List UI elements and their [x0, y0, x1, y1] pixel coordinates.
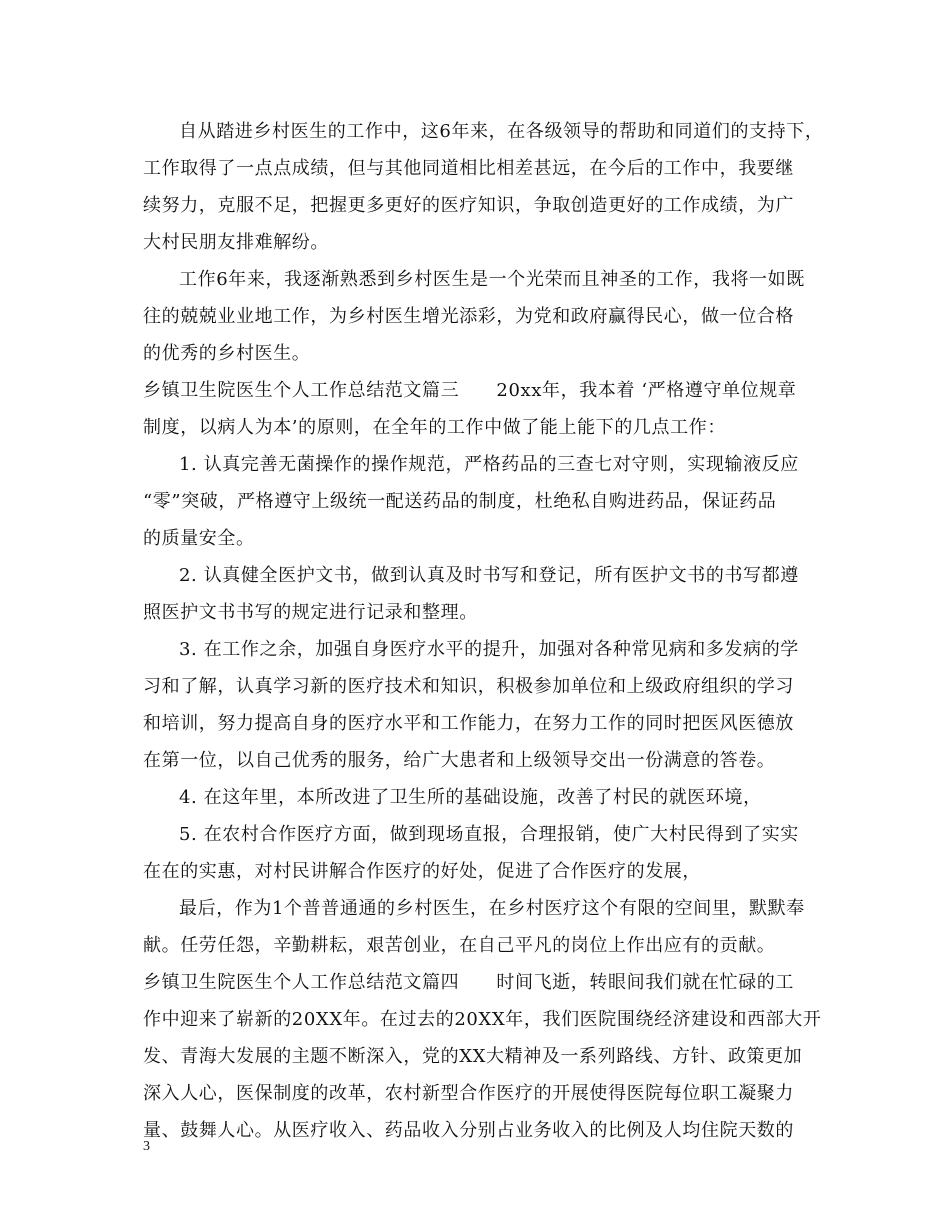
list-item-line: 4. 在这年里，本所改进了卫生所的基础设施，改善了村民的就医环境，	[179, 787, 762, 808]
list-item-line: 2. 认真健全医护文书，做到认真及时书写和登记，所有医护文书的书写都遵	[179, 565, 799, 586]
text-line: 制度，以病人为本’的原则，在全年的工作中做了能上能下的几点工作：	[143, 417, 726, 438]
section-heading-line: 乡镇卫生院医生个人工作总结范文篇四 时间飞逝，转眼间我们就在忙碌的工	[143, 972, 794, 993]
text-line: 往的兢兢业业地工作，为乡村医生增光添彩，为党和政府赢得民心，做一位合格	[143, 306, 794, 327]
text-line: 工作6年来，我逐渐熟悉到乡村医生是一个光荣而且神圣的工作，我将一如既	[179, 269, 805, 290]
text-line: 的优秀的乡村医生。	[143, 343, 311, 364]
text-line: 照医护文书书写的规定进行记录和整理。	[143, 602, 478, 623]
text-line: 最后，作为1个普普通通的乡村医生，在乡村医疗这个有限的空间里，默默奉	[179, 898, 805, 919]
text-line: 工作取得了一点点成绩，但与其他同道相比相差甚远，在今后的工作中，我要继	[143, 158, 794, 179]
text-line: 量、鼓舞人心。从医疗收入、药品收入分别占业务收入的比例及人均住院天数的	[143, 1120, 794, 1141]
page-number: 3	[143, 1139, 150, 1154]
list-item-line: 3. 在工作之余，加强自身医疗水平的提升，加强对各种常见病和多发病的学	[179, 639, 799, 660]
text-line: 大村民朋友排难解纷。	[143, 232, 329, 253]
text-line: 续努力，克服不足，把握更多更好的医疗知识，争取创造更好的工作成绩，为广	[143, 195, 794, 216]
text-line: 在第一位，以自己优秀的服务，给广大患者和上级领导交出一份满意的答卷。	[143, 750, 776, 771]
text-line: “零”突破，严格遵守上级统一配送药品的制度，杜绝私自购进药品，保证药品	[143, 491, 777, 512]
text-line: 和培训，努力提高自身的医疗水平和工作能力，在努力工作的同时把医风医德放	[143, 713, 794, 734]
text-line: 的质量安全。	[143, 528, 255, 549]
text-line: 习和了解，认真学习新的医疗技术和知识，积极参加单位和上级政府组织的学习	[143, 676, 794, 697]
list-item-line: 5. 在农村合作医疗方面，做到现场直报，合理报销，使广大村民得到了实实	[179, 824, 799, 845]
list-item-line: 1. 认真完善无菌操作的操作规范，严格药品的三查七对守则，实现输液反应	[179, 454, 799, 475]
section-heading-line: 乡镇卫生院医生个人工作总结范文篇三 20xx年，我本着 ‘严格遵守单位规章	[143, 380, 797, 401]
text-line: 献。任劳任怨，辛勤耕耘，艰苦创业，在自己平凡的岗位上作出应有的贡献。	[143, 935, 776, 956]
text-line: 深入人心，医保制度的改革，农村新型合作医疗的开展使得医院每位职工凝聚力	[143, 1083, 794, 1104]
text-line: 发、青海大发展的主题不断深入，党的XX大精神及一系列路线、方针、政策更加	[143, 1046, 803, 1067]
text-line: 在在的实惠，对村民讲解合作医疗的好处，促进了合作医疗的发展，	[143, 861, 701, 882]
text-line: 作中迎来了崭新的20XX年。在过去的20XX年，我们医院围绕经济建设和西部大开	[143, 1009, 822, 1030]
text-line: 自从踏进乡村医生的工作中，这6年来，在各级领导的帮助和同道们的支持下，	[179, 121, 824, 142]
